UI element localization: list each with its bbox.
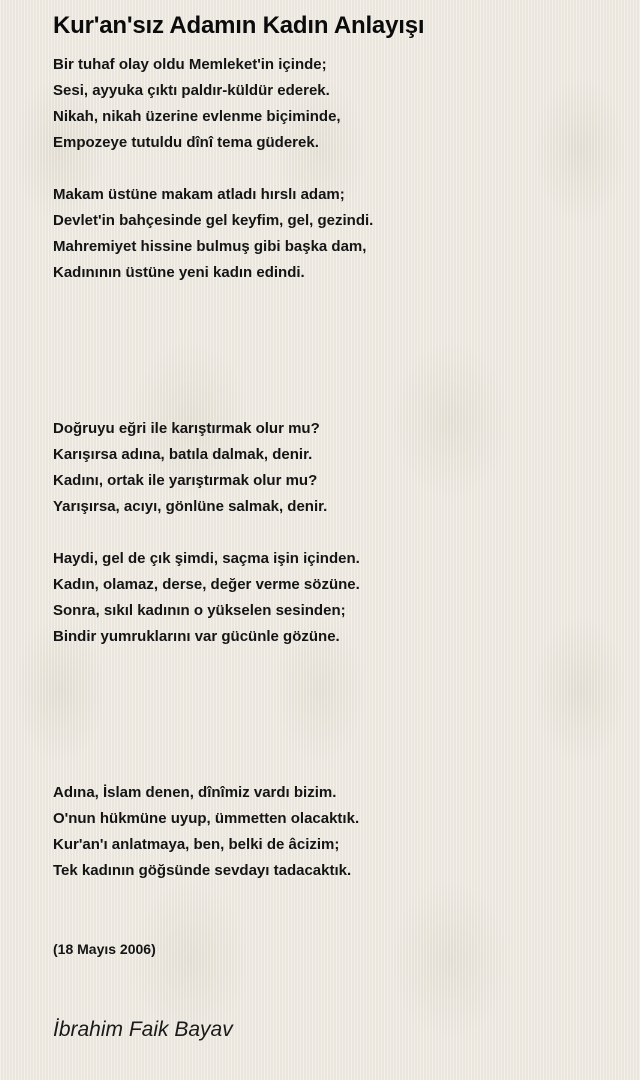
section-gap xyxy=(53,650,613,780)
poem-line: Sonra, sıkıl kadının o yükselen sesinden; xyxy=(53,602,346,619)
poem-line: Mahremiyet hissine bulmuş gibi başka dam, xyxy=(53,238,367,255)
poem-line: Makam üstüne makam atladı hırslı adam; xyxy=(53,186,345,203)
poem-line: Kur'an'ı anlatmaya, ben, belki de âcizim; xyxy=(53,836,340,853)
poem-line: Adına, İslam denen, dînîmiz vardı bizim. xyxy=(53,784,337,801)
date-gap xyxy=(53,884,613,936)
poem-line: Nikah, nikah üzerine evlenme biçiminde, xyxy=(53,108,341,125)
poem-line: Bir tuhaf olay oldu Memleket'in içinde; xyxy=(53,56,327,73)
poem-line: O'nun hükmüne uyup, ümmetten olacaktık. xyxy=(53,810,360,827)
stanza-1 xyxy=(53,52,613,156)
poem-line: Sesi, ayyuka çıktı paldır-küldür ederek. xyxy=(53,82,330,99)
stanza-gap xyxy=(53,156,613,182)
poem-line: Doğruyu eğri ile karıştırmak olur mu? xyxy=(53,420,320,437)
poem-line: Karışırsa adına, batıla dalmak, denir. xyxy=(53,446,313,463)
poem-line: Kadını, ortak ile yarıştırmak olur mu? xyxy=(53,472,318,489)
poem-line: Bindir yumruklarını var gücünle gözüne. xyxy=(53,628,340,645)
poem-line: Yarışırsa, acıyı, gönlüne salmak, denir. xyxy=(53,498,328,515)
poem-line: Tek kadının göğsünde sevdayı tadacaktık. xyxy=(53,862,352,879)
section-gap xyxy=(53,286,613,416)
poem-line: Empozeye tutuldu dînî tema güderek. xyxy=(53,134,319,151)
poem-line: Haydi, gel de çık şimdi, saçma işin içinden. xyxy=(53,550,360,567)
poem-date: (18 Mayıs 2006) xyxy=(53,941,156,957)
stanza-2 xyxy=(53,182,613,286)
stanza-4 xyxy=(53,546,613,650)
poem-line: Kadınının üstüne yeni kadın edindi. xyxy=(53,264,305,281)
poem-body xyxy=(53,52,613,962)
author-name: İbrahim Faik Bayav xyxy=(53,1018,233,1041)
poem-line: Devlet'in bahçesinde gel keyfim, gel, gezindi. xyxy=(53,212,374,229)
stanza-gap xyxy=(53,520,613,546)
stanza-3 xyxy=(53,416,613,520)
stanza-5 xyxy=(53,780,613,884)
poem-title: Kur'an'sız Adamın Kadın Anlayışı xyxy=(53,12,425,39)
poem-line: Kadın, olamaz, derse, değer verme sözüne. xyxy=(53,576,360,593)
